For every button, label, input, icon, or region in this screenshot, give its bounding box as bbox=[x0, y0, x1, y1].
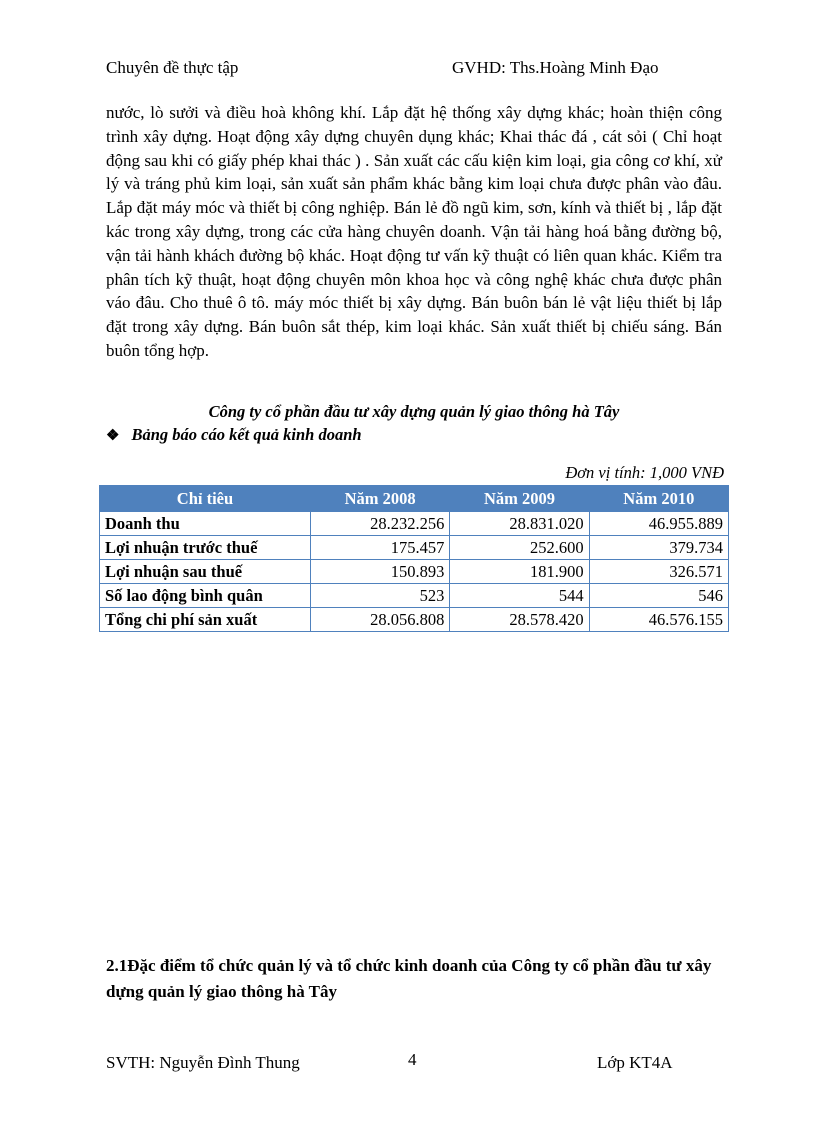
table-row bbox=[100, 512, 729, 536]
cell-2009: 544 bbox=[450, 584, 589, 608]
cell-2008: 28.056.808 bbox=[311, 608, 450, 632]
cell-2008: 523 bbox=[311, 584, 450, 608]
footer-right: Lớp KT4A bbox=[597, 1053, 673, 1072]
cell-2010: 326.571 bbox=[589, 560, 728, 584]
row-label: Lợi nhuận trước thuế bbox=[100, 536, 311, 560]
cell-2010: 546 bbox=[589, 584, 728, 608]
report-table bbox=[99, 485, 729, 632]
cell-2008: 175.457 bbox=[311, 536, 450, 560]
cell-2009: 28.831.020 bbox=[450, 512, 589, 536]
cell-2008: 28.232.256 bbox=[311, 512, 450, 536]
footer-left: SVTH: Nguyễn Đình Thung bbox=[106, 1053, 300, 1072]
report-heading bbox=[106, 425, 362, 445]
unit-note: Đơn vị tính: 1,000 VNĐ bbox=[565, 463, 724, 482]
page-number: 4 bbox=[408, 1050, 417, 1069]
table-header-row bbox=[100, 486, 729, 512]
column-header: Năm 2009 bbox=[450, 486, 589, 512]
section-title: 2.1Đặc điểm tổ chức quản lý và tổ chức kinh doanh của Công ty cổ phần đầu tư xây dựng quản lý giao thông hà Tây bbox=[106, 956, 712, 1001]
cell-2010: 46.576.155 bbox=[589, 608, 728, 632]
table-row bbox=[100, 560, 729, 584]
cell-2009: 28.578.420 bbox=[450, 608, 589, 632]
cell-2010: 379.734 bbox=[589, 536, 728, 560]
row-label: Tổng chi phí sản xuất bbox=[100, 608, 311, 632]
table-row bbox=[100, 536, 729, 560]
cell-2010: 46.955.889 bbox=[589, 512, 728, 536]
cell-2008: 150.893 bbox=[311, 560, 450, 584]
row-label: Số lao động bình quân bbox=[100, 584, 311, 608]
column-header: Năm 2008 bbox=[311, 486, 450, 512]
cell-2009: 181.900 bbox=[450, 560, 589, 584]
row-label: Lợi nhuận sau thuế bbox=[100, 560, 311, 584]
table-row bbox=[100, 584, 729, 608]
column-header: Năm 2010 bbox=[589, 486, 728, 512]
header-left: Chuyên đề thực tập bbox=[106, 58, 239, 77]
header-right: GVHD: Ths.Hoàng Minh Đạo bbox=[452, 58, 659, 77]
cell-2009: 252.600 bbox=[450, 536, 589, 560]
report-title: Bảng báo cáo kết quả kinh doanh bbox=[131, 425, 362, 444]
column-header: Chỉ tiêu bbox=[100, 486, 311, 512]
company-title: Công ty cổ phần đầu tư xây dựng quản lý giao thông hà Tây bbox=[208, 402, 620, 421]
table-row bbox=[100, 608, 729, 632]
diamond-bullet-icon: ❖ bbox=[106, 428, 120, 444]
body-paragraph: nước, lò sưởi và điều hoà không khí. Lắp đặt hệ thống xây dựng khác; hoàn thiện công trình xây dựng. Hoạt động xây dựng chuyên dụng khác; Khai thác đá , cát sỏi ( Chỉ hoạt động sau khi có giấy phép khai thác ) . Sản xuất các cấu kiện kim loại, gia công cơ khí, xử lý và tráng phủ kim loại, sản xuất sản phẩm khác bằng kim loại chưa được phân vào đâu. Lắp đặt máy móc và thiết bị công nghiệp. Bán lẻ đồ ngũ kim, sơn, kính và thiết bị , lắp đặt kác trong xây dựng, trong các cửa hàng chuyên doanh. Vận tải hàng hoá bằng đường bộ, vận tải hành khách đường bộ khác. Hoạt động tư vấn kỹ thuật có liên quan khác. Kiểm tra phân tích kỹ thuật, hoạt động chuyên môn khoa học và công nghệ khác chưa được phân váo đâu. Cho thuê ô tô. máy móc thiết bị xây dựng. Bán buôn bán lẻ vật liệu thiết bị lắp đặt trong xây dựng. Bán buôn sắt thép, kim loại khác. Sản xuất thiết bị chiếu sáng. Bán buôn tổng hợp. bbox=[106, 103, 722, 360]
row-label: Doanh thu bbox=[100, 512, 311, 536]
